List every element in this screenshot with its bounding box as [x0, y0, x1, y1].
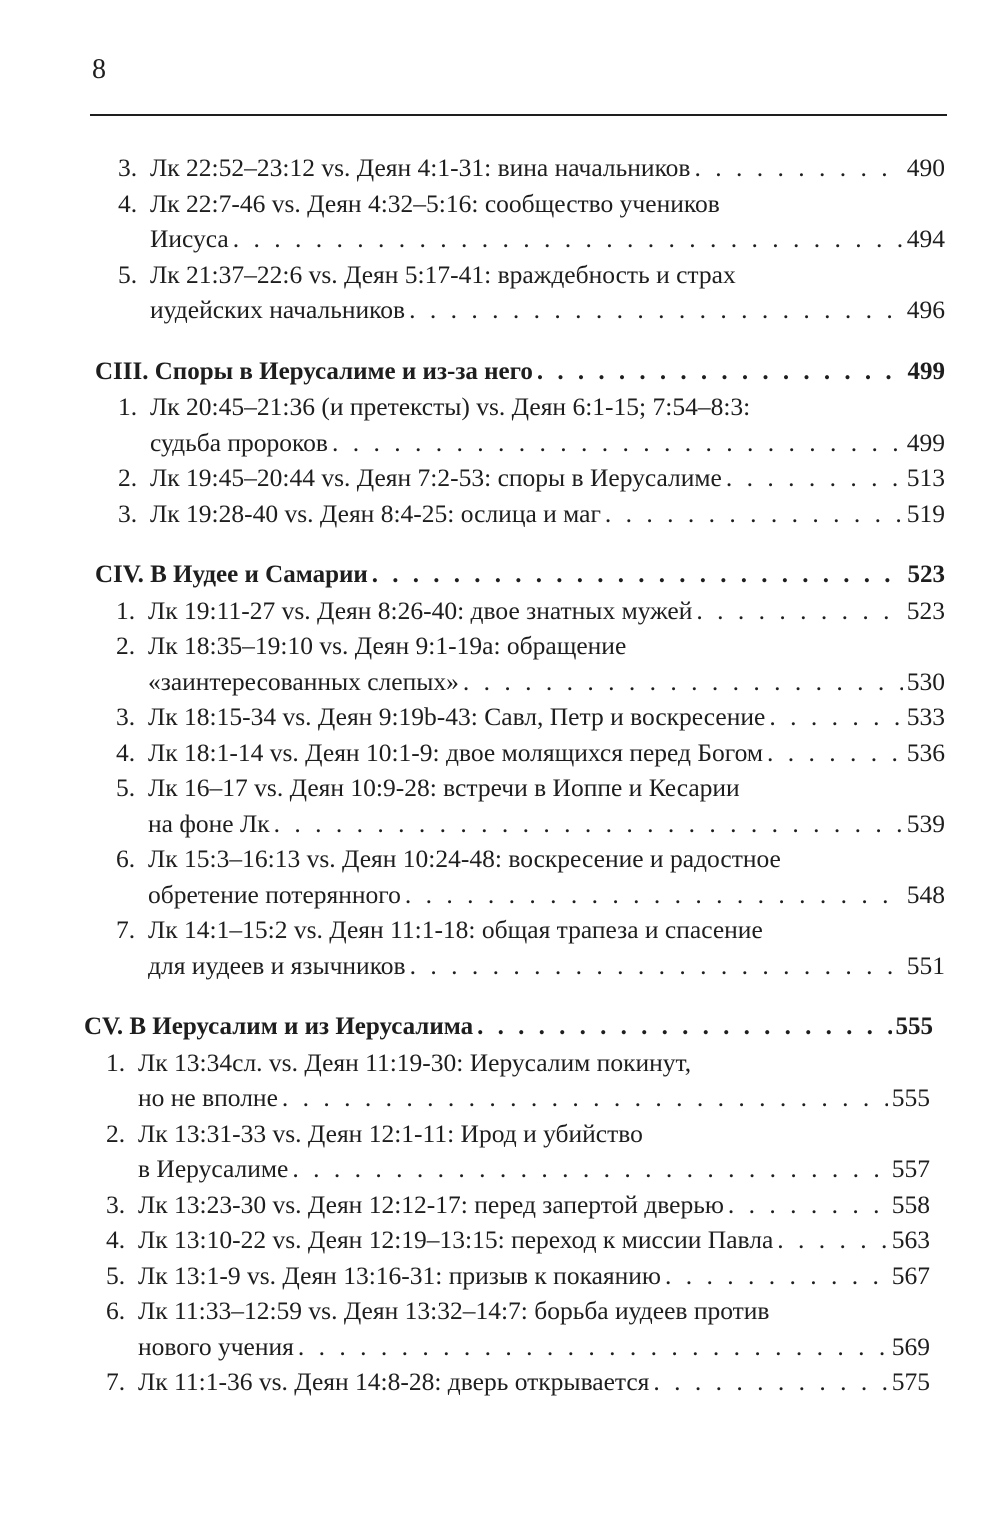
toc-entry-continuation: [150, 427, 945, 459]
dot-leader: [298, 1331, 888, 1363]
dot-leader: [777, 1224, 887, 1256]
entry-text: Лк 14:1–15:2 vs. Деян 11:1-18: общая трапеза и спасение: [148, 915, 763, 944]
entry-number: 3.: [106, 1189, 126, 1219]
toc-entry: [106, 1118, 930, 1150]
toc-entry: [118, 188, 945, 220]
entry-number: 2.: [116, 631, 136, 660]
entry-number: 6.: [116, 844, 136, 873]
toc-entry-continuation: [138, 1082, 930, 1114]
dot-leader: [233, 223, 903, 255]
entry-text: Лк 13:10-22 vs. Деян 12:19–13:15: переход к миссии Павла: [138, 1225, 774, 1254]
toc-entry-continuation: [138, 1153, 930, 1185]
entry-page-number: 557: [891, 1154, 930, 1183]
toc-entry: [106, 1224, 930, 1256]
dot-leader: [537, 356, 904, 388]
entry-number: 5.: [116, 773, 136, 802]
chapter-page-number: 523: [907, 561, 945, 588]
toc-entry-continuation: [150, 223, 945, 255]
entry-page-number: 558: [891, 1189, 930, 1219]
entry-text: Лк 20:45–21:36 (и претексты) vs. Деян 6:1-15; 7:54–8:3:: [150, 392, 751, 421]
toc-entry: [116, 914, 945, 946]
dot-leader: [477, 1011, 891, 1043]
toc-entry: [106, 1047, 930, 1079]
toc-entry: [106, 1260, 930, 1292]
entry-page-number: 539: [906, 808, 945, 838]
dot-leader: [409, 294, 903, 326]
entry-text: нового учения: [138, 1331, 294, 1361]
entry-number: 4.: [118, 188, 138, 218]
entry-page-number: 519: [906, 498, 945, 528]
toc-entry: [118, 391, 945, 423]
dot-leader: [405, 879, 903, 911]
entry-page-number: 499: [906, 427, 945, 457]
entry-page-number: 490: [906, 153, 945, 182]
entry-page-number: 555: [891, 1083, 930, 1112]
entry-text: Лк 13:1-9 vs. Деян 13:16-31: призыв к покаянию: [138, 1260, 661, 1290]
entry-number: 1.: [116, 595, 136, 625]
toc-entry: [116, 843, 945, 875]
dot-leader: [605, 498, 903, 530]
entry-page-number: 530: [906, 666, 945, 696]
entry-text: Лк 19:11-27 vs. Деян 8:26-40: двое знатных мужей: [148, 595, 693, 625]
entry-text: для иудеев и язычников: [148, 950, 406, 980]
entry-page-number: 575: [891, 1367, 930, 1396]
entry-text: Лк 15:3–16:13 vs. Деян 10:24-48: воскресение и радостное: [148, 844, 781, 873]
entry-page-number: 494: [906, 224, 945, 253]
dot-leader: [653, 1366, 887, 1398]
entry-text: Иисуса: [150, 224, 229, 253]
dot-leader: [767, 737, 903, 769]
entry-number: 1.: [106, 1047, 126, 1077]
dot-leader: [696, 595, 902, 627]
entry-number: 6.: [106, 1296, 126, 1325]
entry-number: 2.: [118, 463, 138, 492]
entry-text: Лк 18:35–19:10 vs. Деян 9:1-19а: обращение: [148, 631, 627, 660]
dot-leader: [410, 950, 903, 982]
entry-text: Лк 13:34сл. vs. Деян 11:19-30: Иерусалим покинут,: [138, 1047, 692, 1077]
entry-page-number: 563: [891, 1225, 930, 1254]
toc-entry: [106, 1366, 930, 1398]
entry-number: 4.: [106, 1225, 126, 1254]
entry-number: 2.: [106, 1118, 126, 1148]
dot-leader: [332, 427, 903, 459]
entry-text: «заинтересованных слепых»: [148, 666, 459, 696]
entry-text: Лк 11:33–12:59 vs. Деян 13:32–14:7: борьба иудеев против: [138, 1296, 770, 1325]
entry-text: судьба пророков: [150, 427, 328, 457]
chapter-heading: [84, 1011, 933, 1043]
toc-entry-continuation: [138, 1331, 930, 1363]
entry-page-number: 536: [906, 737, 945, 767]
chapter-page-number: 499: [907, 357, 945, 385]
toc-entry-continuation: [148, 950, 945, 982]
entry-number: 7.: [116, 915, 136, 944]
dot-leader: [726, 462, 903, 494]
entry-number: 3.: [118, 498, 138, 528]
entry-page-number: 523: [906, 595, 945, 625]
entry-number: 7.: [106, 1367, 126, 1396]
entry-text: Лк 19:45–20:44 vs. Деян 7:2-53: споры в Иерусалиме: [150, 463, 722, 492]
dot-leader: [292, 1153, 887, 1185]
toc-entry-continuation: [150, 294, 945, 326]
entry-number: 3.: [118, 153, 138, 182]
entry-text: Лк 13:31-33 vs. Деян 12:1-11: Ирод и убийство: [138, 1118, 643, 1148]
entry-text: но не вполне: [138, 1083, 278, 1112]
entry-page-number: 567: [891, 1260, 930, 1290]
chapter-title: CV. В Иерусалим и из Иерусалима: [84, 1013, 474, 1040]
entry-page-number: 569: [891, 1331, 930, 1361]
dot-leader: [728, 1189, 888, 1221]
toc-entry: [106, 1189, 930, 1221]
entry-page-number: 548: [906, 879, 945, 909]
chapter-page-number: 555: [895, 1013, 933, 1040]
entry-page-number: 496: [906, 295, 945, 324]
toc-entry: [118, 462, 945, 494]
dot-leader: [694, 152, 902, 184]
dot-leader: [282, 1082, 888, 1114]
dot-leader: [372, 559, 904, 591]
dot-leader: [665, 1260, 888, 1292]
entry-text: в Иерусалиме: [138, 1154, 289, 1183]
page-number: 8: [92, 54, 106, 85]
entry-text: Лк 21:37–22:6 vs. Деян 5:17-41: враждебность и страх: [150, 259, 736, 289]
entry-text: Лк 13:23-30 vs. Деян 12:12-17: перед запертой дверью: [138, 1189, 724, 1219]
toc-entry: [118, 498, 945, 530]
entry-number: 1.: [118, 392, 138, 421]
entry-page-number: 533: [906, 702, 945, 731]
toc-entry: [116, 737, 945, 769]
toc-entry: [116, 772, 945, 804]
toc-entry: [116, 630, 945, 662]
dot-leader: [463, 666, 903, 698]
entry-text: Лк 18:15-34 vs. Деян 9:19b-43: Савл, Петр и воскресение: [148, 702, 766, 731]
entry-text: обретение потерянного: [148, 879, 401, 909]
toc-entry: [116, 595, 945, 627]
chapter-title: CIV. В Иудее и Самарии: [95, 561, 368, 588]
entry-text: Лк 11:1-36 vs. Деян 14:8-28: дверь открывается: [138, 1367, 650, 1396]
chapter-heading: [95, 356, 945, 388]
entry-number: 5.: [118, 259, 138, 289]
toc-entry: [118, 152, 945, 184]
entry-text: Лк 22:7-46 vs. Деян 4:32–5:16: сообщество учеников: [150, 188, 720, 218]
entry-number: 3.: [116, 702, 136, 731]
entry-page-number: 513: [906, 463, 945, 492]
entry-number: 5.: [106, 1260, 126, 1290]
toc-entry: [116, 701, 945, 733]
dot-leader: [769, 701, 902, 733]
toc-entry: [118, 259, 945, 291]
chapter-title: CIII. Споры в Иерусалиме и из-за него: [95, 357, 533, 385]
toc-entry-continuation: [148, 666, 945, 698]
entry-text: Лк 22:52–23:12 vs. Деян 4:1-31: вина начальников: [150, 153, 691, 182]
entry-text: Лк 18:1-14 vs. Деян 10:1-9: двое молящихся перед Богом: [148, 737, 763, 767]
toc-entry: [106, 1295, 930, 1327]
entry-text: Лк 16–17 vs. Деян 10:9-28: встречи в Иоппе и Кесарии: [148, 773, 740, 802]
entry-text: иудейских начальников: [150, 295, 406, 324]
entry-number: 4.: [116, 737, 136, 767]
toc-entry-continuation: [148, 808, 945, 840]
entry-text: на фоне Лк: [148, 808, 270, 838]
chapter-heading: [95, 559, 945, 591]
entry-page-number: 551: [906, 950, 945, 980]
toc-entry-continuation: [148, 879, 945, 911]
entry-text: Лк 19:28-40 vs. Деян 8:4-25: ослица и маг: [150, 498, 601, 528]
dot-leader: [274, 808, 903, 840]
